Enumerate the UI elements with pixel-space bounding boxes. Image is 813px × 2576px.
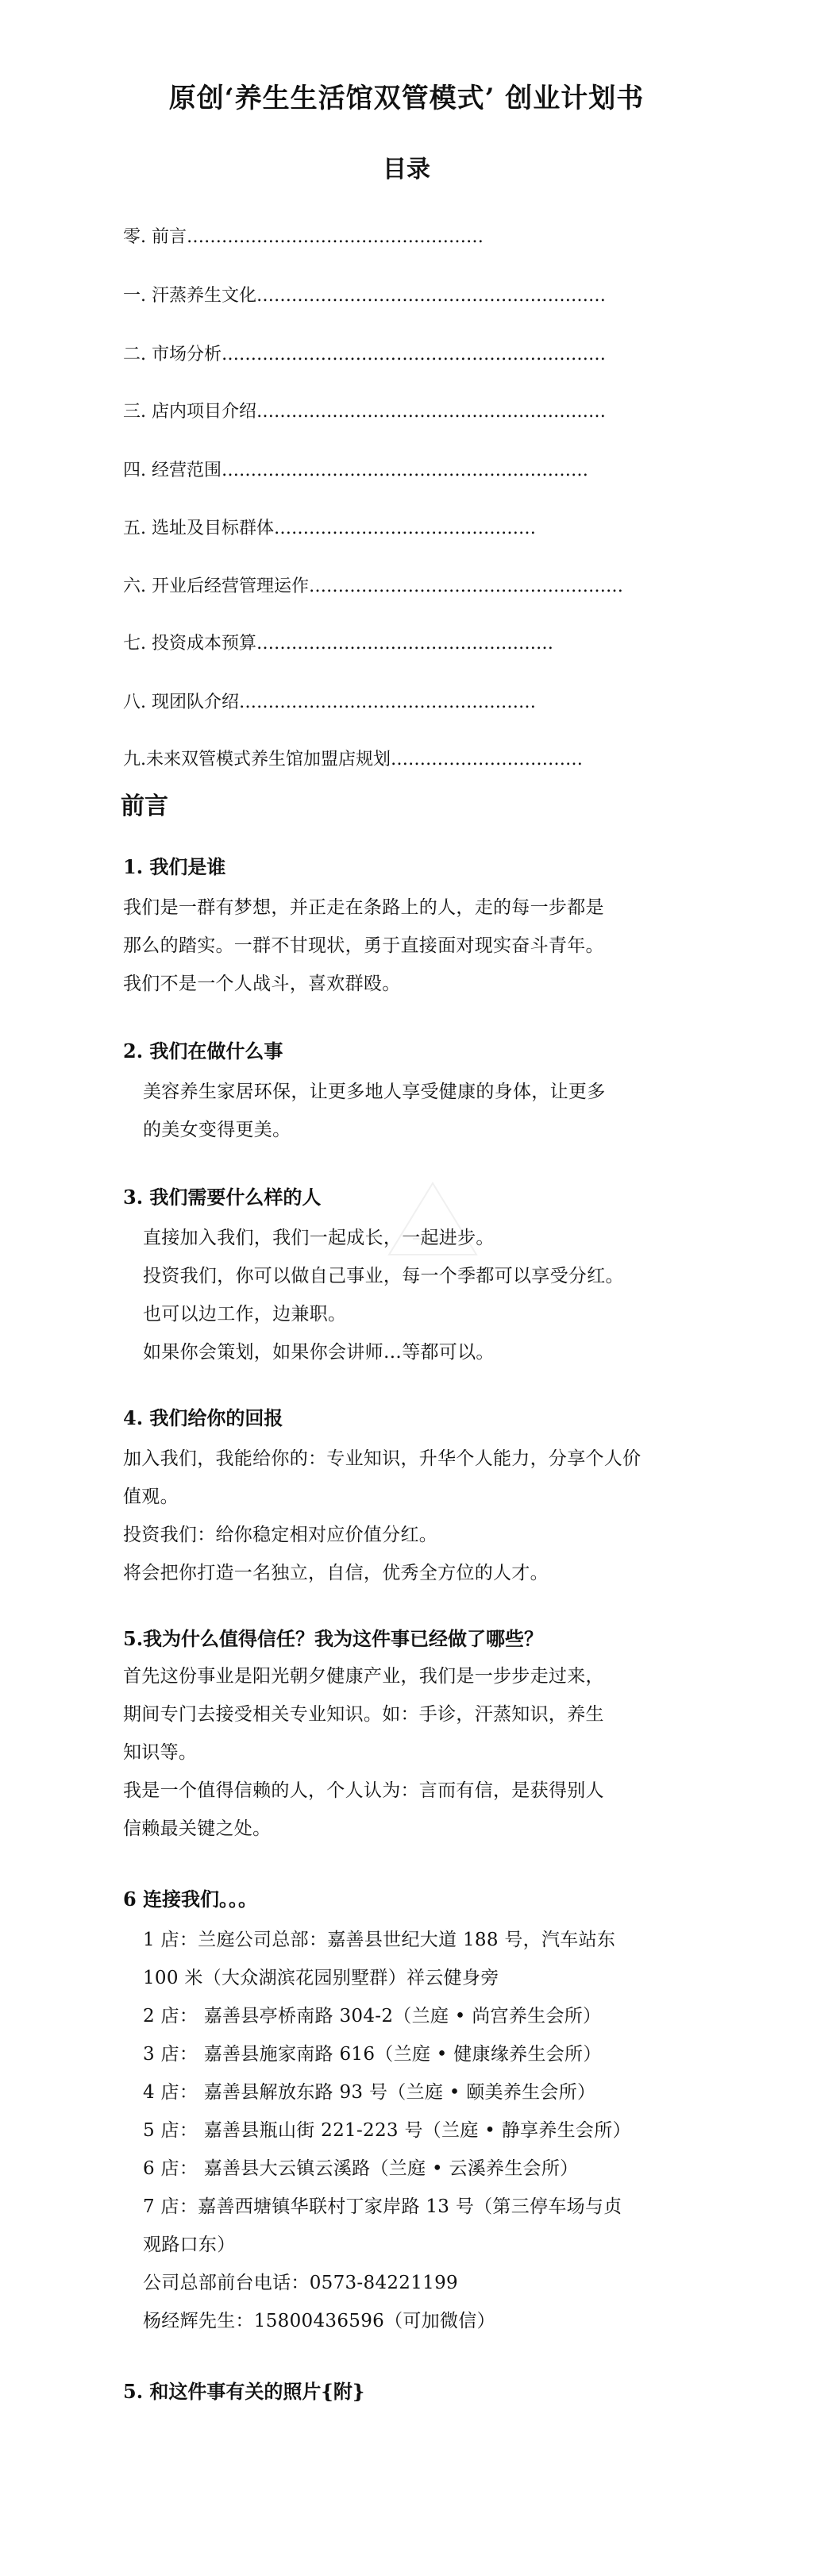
paragraph-line: 加入我们，我能给你的：专业知识，升华个人能力，分享个人价 [123,1448,642,1469]
paragraph-line: 那么的踏实。一群不甘现状，勇于直接面对现实奋斗青年。 [123,935,604,956]
paragraph-line: 将会把你打造一名独立，自信，优秀全方位的人才。 [123,1563,549,1583]
toc-item-label: 六. 开业后经营管理运作 [123,577,309,596]
paragraph-line: 投资我们，你可以做自己事业，每一个季都可以享受分红。 [143,1266,624,1286]
toc-item[interactable] [123,751,583,769]
paragraph-line: 投资我们：给你稳定相对应价值分红。 [123,1525,438,1545]
toc-item-dots: …………………………………………… [187,227,484,247]
toc-item[interactable] [123,229,484,246]
toc-item-dots: …………………………………………… [239,692,536,712]
toc-item-label: 八. 现团队介绍 [123,692,239,712]
paragraph-line: 的美女变得更美。 [143,1120,291,1140]
toc-item-dots: ……………………………………………… [309,577,623,596]
address-line: 4 店： 嘉善县解放东路 93 号（兰庭 • 颐美养生会所） [143,2082,596,2103]
preface-heading: 前言 [121,792,168,820]
toc-item-label: 五. 选址及目标群体 [123,519,274,538]
section-heading: 4. 我们给你的回报 [123,1406,283,1429]
toc-item[interactable] [123,520,536,538]
paragraph-line: 知识等。 [123,1742,198,1763]
toc-item-label: 三. 店内项目介绍 [123,402,256,422]
toc-item[interactable] [123,287,606,305]
paragraph-line: 我是一个值得信赖的人，个人认为：言而有信，是获得别人 [123,1780,604,1801]
toc-item[interactable] [123,403,606,421]
section-heading: 6 连接我们。。。 [123,1888,258,1911]
address-line: 3 店： 嘉善县施家南路 616（兰庭 • 健康缘养生会所） [143,2044,602,2065]
address-line: 6 店： 嘉善县大云镇云溪路（兰庭 • 云溪养生会所） [143,2158,579,2179]
address-line: 7 店：嘉善西塘镇华联村丁家岸路 13 号（第三停车场与贞 [143,2196,622,2217]
paragraph-line: 值观。 [123,1487,179,1507]
toc-item-dots: ……………………………………………………… [222,461,588,480]
address-line: 5 店： 嘉善县瓶山街 221-223 号（兰庭 • 静享养生会所） [143,2120,631,2141]
section-heading: 2. 我们在做什么事 [123,1039,283,1062]
address-line: 1 店：兰庭公司总部：嘉善县世纪大道 188 号，汽车站东 [143,1930,616,1950]
paragraph-line: 直接加入我们，我们一起成长，一起进步。 [143,1228,495,1248]
section-heading: 5. 和这件事有关的照片{附} [123,2380,365,2403]
paragraph-line: 也可以边工作，边兼职。 [143,1304,347,1325]
toc-item-label: 零. 前言 [123,227,187,247]
address-line: 2 店： 嘉善县亭桥南路 304-2（兰庭 • 尚宫养生会所） [143,2006,602,2026]
toc-item[interactable] [123,635,553,653]
paragraph-line: 我们是一群有梦想，并正走在条路上的人，走的每一步都是 [123,897,604,918]
toc-item-dots: …………………………………………………… [256,286,606,306]
toc-item-label: 四. 经营范围 [123,461,222,480]
paragraph-line: 如果你会策划，如果你会讲师…等都可以。 [143,1342,495,1363]
toc-item-label: 七. 投资成本预算 [123,634,256,654]
document-title: 原创‘养生生活馆双管模式’ 创业计划书 [168,83,645,114]
toc-item[interactable] [123,694,536,711]
address-line: 观路口东） [143,2235,236,2255]
paragraph-line: 美容养生家居环保，让更多地人享受健康的身体，让更多 [143,1082,606,1102]
toc-item[interactable] [123,462,588,480]
section-heading: 3. 我们需要什么样的人 [123,1186,322,1209]
toc-heading: 目录 [383,156,430,183]
toc-item-dots: …………………………………………… [256,634,553,654]
toc-item-dots: …………………………… [391,750,583,769]
address-line: 100 米（大众湖滨花园别墅群）祥云健身旁 [143,1968,499,1988]
paragraph-line: 首先这份事业是阳光朝夕健康产业，我们是一步步走过来， [123,1666,604,1687]
phone-line: 公司总部前台电话：0573-84221199 [143,2273,458,2293]
paragraph-line: 信赖最关键之处。 [123,1818,272,1839]
paragraph-line: 期间专门去接受相关专业知识。如：手诊，汗蒸知识，养生 [123,1704,604,1725]
toc-item-dots: …………………………………………………… [256,402,606,422]
toc-item-dots: ………………………………………………………… [222,345,606,364]
paragraph-line: 我们不是一个人战斗，喜欢群殴。 [123,974,401,994]
toc-item-label: 一. 汗蒸养生文化 [123,286,256,306]
phone-line: 杨经辉先生：15800436596（可加微信） [143,2311,495,2331]
section-heading: 1. 我们是谁 [123,855,226,878]
toc-item[interactable] [123,578,623,596]
toc-item-label: 九.未来双管模式养生馆加盟店规划 [123,750,391,769]
watermark-icon [373,1175,492,1271]
toc-item-label: 二. 市场分析 [123,345,222,364]
toc-item[interactable] [123,346,606,364]
toc-item-dots: ……………………………………… [274,519,536,538]
section-heading: 5.我为什么值得信任？我为这件事已经做了哪些？ [123,1627,544,1650]
